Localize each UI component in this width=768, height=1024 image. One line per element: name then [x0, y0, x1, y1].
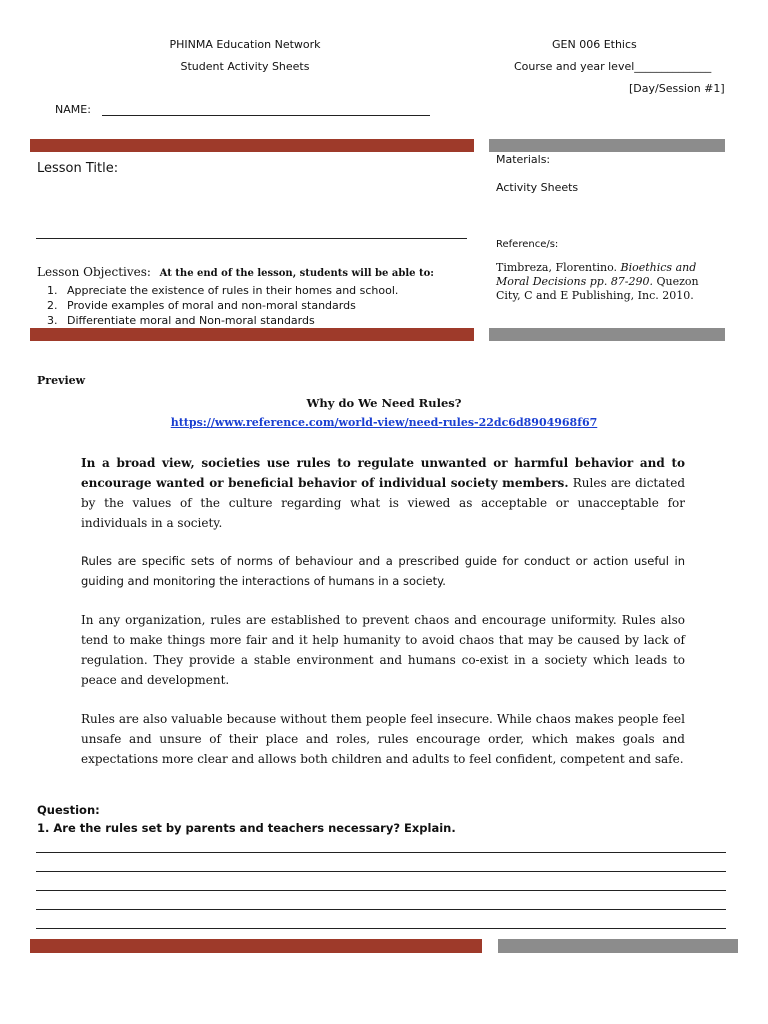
course-code: GEN 006 Ethics: [552, 38, 637, 51]
answer-line[interactable]: [36, 928, 726, 929]
materials-value: Activity Sheets: [496, 181, 579, 194]
answer-line[interactable]: [36, 852, 726, 853]
paragraph-3: In any organization, rules are established to prevent chaos and encourage uniformity. Rules also tend to make things more fair and it help humanity to avoid chaos that may be caused by lack of regulation. They provide a stable environment and humans co-exist in a society which leads to peace and development.: [81, 613, 685, 687]
top-right-bar: [489, 139, 725, 152]
paragraph-1: [81, 453, 685, 533]
middle-left-bar: [30, 328, 474, 341]
question-1: 1. Are the rules set by parents and teachers necessary? Explain.: [37, 821, 456, 835]
name-input-line[interactable]: [102, 115, 430, 116]
lesson-title-line[interactable]: [36, 238, 467, 239]
reference-publisher: Quezon City, C and E Publishing, Inc. 2010.: [496, 275, 699, 302]
bottom-left-bar: [30, 939, 482, 953]
sheet-title: Student Activity Sheets: [180, 60, 310, 73]
objective-item: 1. Appreciate the existence of rules in their homes and school.: [61, 283, 473, 298]
objective-item: 3. Differentiate moral and Non-moral standards: [61, 313, 473, 328]
middle-right-bar: [489, 328, 725, 341]
answer-line[interactable]: [36, 871, 726, 872]
objective-item: 2. Provide examples of moral and non-moral standards: [61, 298, 473, 313]
name-label: NAME:: [55, 103, 91, 116]
lesson-title-label: Lesson Title:: [37, 161, 119, 176]
objectives-label: Lesson Objectives:: [37, 265, 151, 279]
paragraph-1-bold: In a broad view, societies use rules to regulate unwanted or harmful behavior and to encourage wanted or beneficial behavior of individual society members.: [81, 456, 685, 490]
reference-title: Bioethics and Moral Decisions pp. 87-290.: [496, 261, 697, 288]
objectives-intro: At the end of the lesson, students will be able to:: [159, 268, 434, 279]
objectives-list: [33, 283, 473, 328]
materials-label: Materials:: [496, 153, 551, 166]
bottom-right-bar: [498, 939, 738, 953]
preview-link-wrap: [0, 416, 768, 429]
paragraph-2: Rules are specific sets of norms of behaviour and a prescribed guide for conduct or action useful in guiding and monitoring the interactions of humans in a society.: [81, 554, 685, 588]
org-name: PHINMA Education Network: [169, 38, 321, 51]
session-label: [Day/Session #1]: [629, 82, 725, 95]
reference-author: Timbreza, Florentino.: [496, 261, 621, 274]
top-left-bar: [30, 139, 474, 152]
course-year-field[interactable]: Course and year level______________: [514, 60, 712, 73]
reference-entry: [496, 261, 716, 303]
paragraph-4: Rules are also valuable because without them people feel insecure. While chaos makes people feel unsafe and unsure of their place and roles, rules encourage order, which makes goals and expectations more clear and allows both children and adults to feel confident, competent and safe.: [81, 712, 685, 766]
preview-label: Preview: [37, 374, 86, 387]
paragraph-1-rest: Rules are dictated by the values of the culture regarding what is viewed as acceptable or unacceptable for individuals in a society.: [81, 476, 685, 530]
preview-heading: Why do We Need Rules?: [306, 396, 462, 410]
question-label: Question:: [37, 803, 100, 817]
answer-line[interactable]: [36, 909, 726, 910]
answer-line[interactable]: [36, 890, 726, 891]
references-label: Reference/s:: [496, 239, 559, 250]
objectives-heading: [37, 265, 477, 279]
reference-link[interactable]: https://www.reference.com/world-view/need-rules-22dc6d8904968f67: [170, 416, 598, 429]
